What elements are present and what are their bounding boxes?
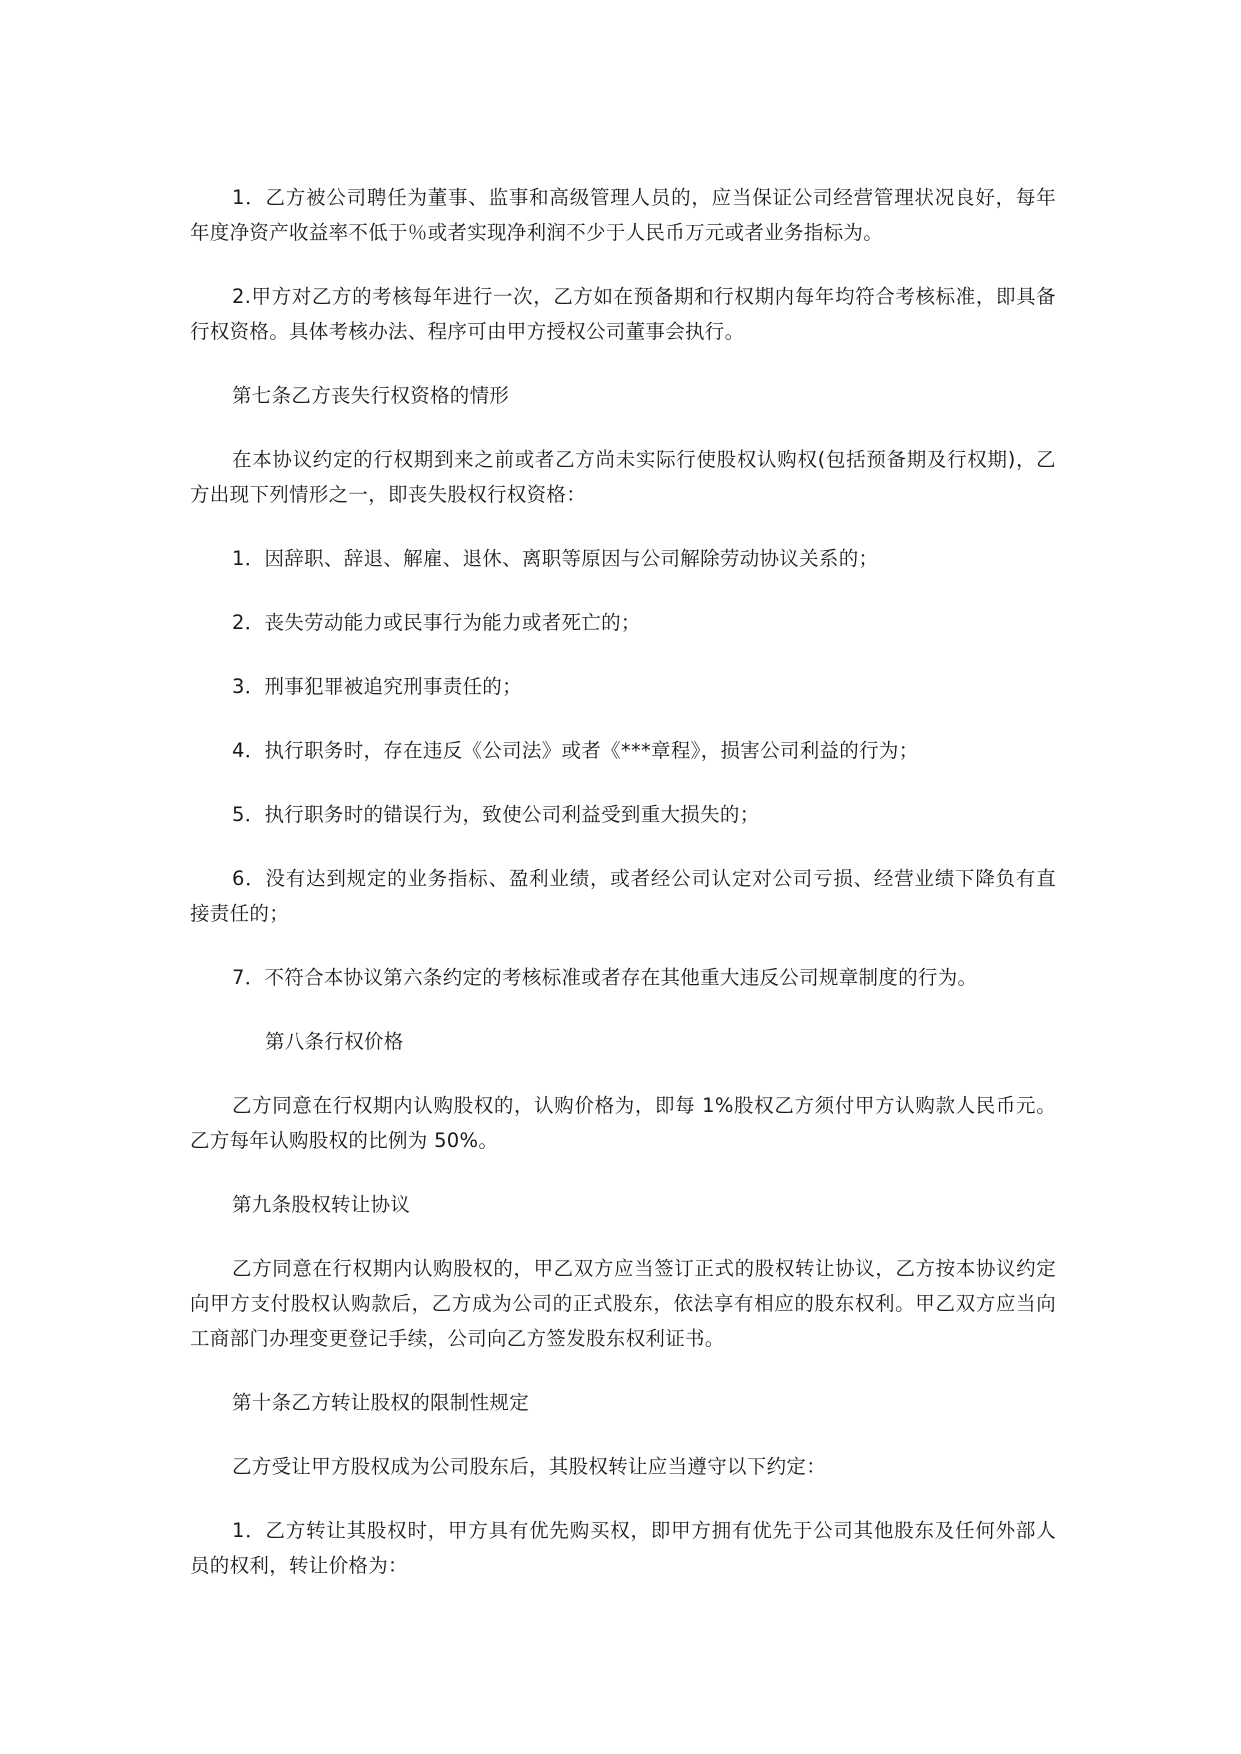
- paragraph-transfer-restrictions-intro: 乙方受让甲方股权成为公司股东后，其股权转让应当遵守以下约定：: [232, 1455, 827, 1478]
- document-page: [190, 180, 1056, 1612]
- paragraph-exercise-price: 乙方同意在行权期内认购股权的，认购价格为，即每 1%股权乙方须付甲方认购款人民币元。乙方每年认购股权的比例为 50%。: [190, 1094, 1056, 1152]
- list-item-2: 2．丧失劳动能力或民事行为能力或者死亡的；: [232, 611, 641, 634]
- list-item-6: 6．没有达到规定的业务指标、盈利业绩，或者经公司认定对公司亏损、经营业绩下降负有直接责任的；: [190, 867, 1056, 925]
- list-item-7: 7．不符合本协议第六条约定的考核标准或者存在其他重大违反公司规章制度的行为。: [232, 966, 978, 989]
- paragraph-performance-requirement: 1．乙方被公司聘任为董事、监事和高级管理人员的，应当保证公司经营管理状况良好，每年年度净资产收益率不低于％或者实现净利润不少于人民币万元或者业务指标为。: [190, 186, 1056, 244]
- list-item-preemptive-right: 1．乙方转让其股权时，甲方具有优先购买权，即甲方拥有优先于公司其他股东及任何外部人员的权利，转让价格为：: [190, 1519, 1056, 1577]
- list-item-3: 3．刑事犯罪被追究刑事责任的；: [232, 675, 522, 698]
- paragraph-annual-assessment: 2.甲方对乙方的考核每年进行一次，乙方如在预备期和行权期内每年均符合考核标准，即具备行权资格。具体考核办法、程序可由甲方授权公司董事会执行。: [190, 285, 1056, 343]
- paragraph-transfer-agreement: 乙方同意在行权期内认购股权的，甲乙双方应当签订正式的股权转让协议，乙方按本协议约定向甲方支付股权认购款后，乙方成为公司的正式股东，依法享有相应的股东权利。甲乙双方应当向工商部门办理变更登记手续，公司向乙方签发股东权利证书。: [190, 1257, 1056, 1350]
- list-item-4: 4．执行职务时，存在违反《公司法》或者《***章程》，损害公司利益的行为；: [232, 739, 919, 762]
- article-8-heading: 第八条行权价格: [265, 1030, 404, 1053]
- list-item-5: 5．执行职务时的错误行为，致使公司利益受到重大损失的；: [232, 803, 760, 826]
- list-item-1: 1．因辞职、辞退、解雇、退休、离职等原因与公司解除劳动协议关系的；: [232, 547, 879, 570]
- article-10-heading: 第十条乙方转让股权的限制性规定: [232, 1391, 530, 1414]
- paragraph-article-7-intro: 在本协议约定的行权期到来之前或者乙方尚未实际行使股权认购权(包括预备期及行权期)，乙方出现下列情形之一，即丧失股权行权资格：: [190, 448, 1056, 506]
- article-7-heading: 第七条乙方丧失行权资格的情形: [232, 384, 510, 407]
- article-9-heading: 第九条股权转让协议: [232, 1193, 411, 1216]
